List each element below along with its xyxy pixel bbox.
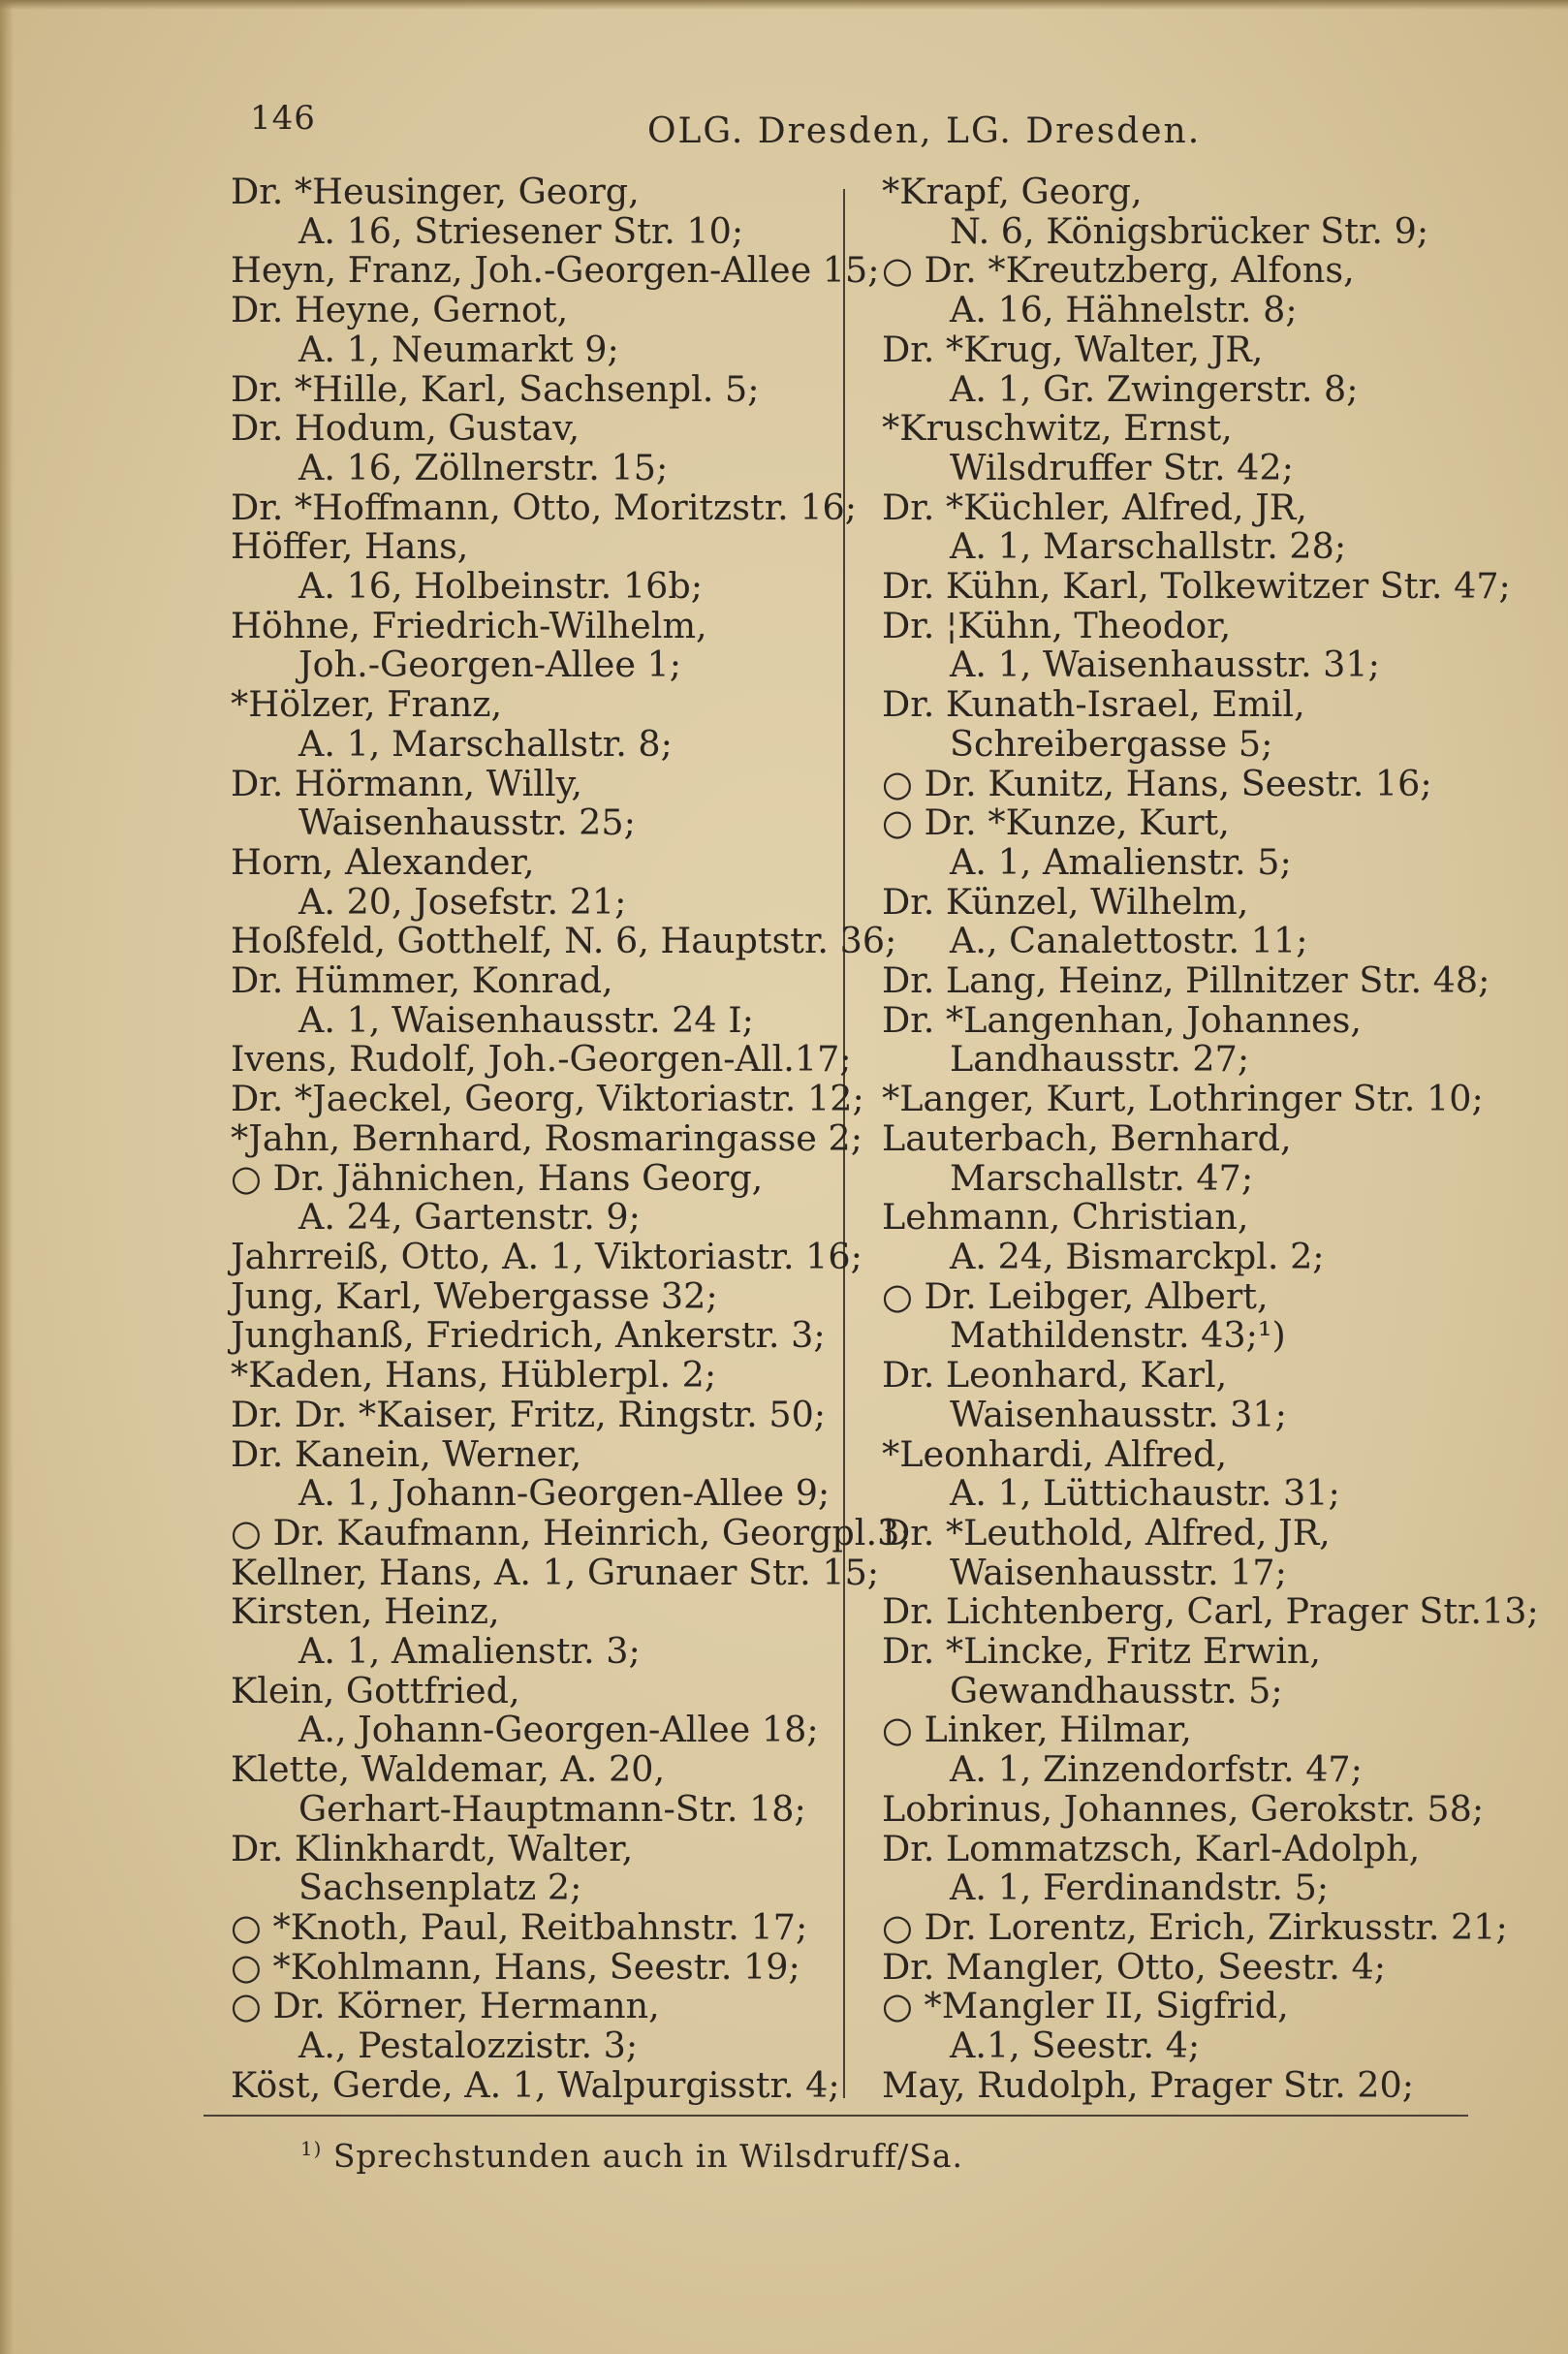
entry-address-line: A. 16, Holbeinstr. 16b; [298,565,703,608]
entry-name-line: *Kaden, Hans, Hüblerpl. 2; [231,1354,717,1397]
directory-entry [855,1432,1523,1515]
page-top-shadow [0,0,1568,10]
entry-name-line: Dr. Kunath-Israel, Emil, [882,683,1305,726]
directory-entry [855,1787,1523,1830]
directory-entry [204,1432,848,1515]
directory-entry [204,527,848,606]
entry-address-line: A. 1, Zinzendorfstr. 47; [950,1748,1363,1791]
entry-address-line: Joh.-Georgen-Allee 1; [298,643,682,686]
directory-entry [855,604,1523,686]
entry-name-line: Dr. Lang, Heinz, Pillnitzer Str. 48; [882,959,1490,1002]
directory-entry [855,803,1523,882]
entry-name-line: Dr. ¦Kühn, Theodor, [882,604,1232,646]
entry-name-line: Klein, Gottfried, [231,1669,520,1711]
entry-name-line: Kellner, Hans, A. 1, Grunaer Str. 15; [231,1551,880,1593]
entry-name-line: Klette, Waldemar, A. 20, [231,1748,666,1791]
directory-entry [204,1551,880,1593]
directory-entry [204,1274,848,1317]
entry-name-line: Höhne, Friedrich-Wilhelm, [231,604,707,646]
entry-address-line: Waisenhausstr. 31; [950,1393,1287,1435]
entry-name-line: Dr. Kühn, Karl, Tolkewitzer Str. 47; [882,565,1511,608]
page-number: 146 [250,99,316,138]
entry-name-line: Dr. *Heusinger, Georg, [231,171,640,212]
directory-entry [204,291,848,369]
entry-name-line: May, Rudolph, Prager Str. 20; [882,2063,1415,2106]
entry-address-line: A. 20, Josefstr. 21; [298,880,627,923]
page-edge-shadow [0,0,14,2354]
directory-entry [204,173,848,251]
directory-entry [855,1987,1523,2065]
entry-address-line: A. 24, Gartenstr. 9; [298,1196,641,1239]
entry-name-line: *Leonhardi, Alfred, [882,1432,1228,1475]
entry-address-line: A. 1, Lüttichaustr. 31; [950,1472,1340,1515]
directory-entry [855,880,1523,962]
entry-address-line: Marschallstr. 47; [950,1156,1254,1199]
entry-name-line: Heyn, Franz, Joh.-Georgen-Allee 15; [231,249,880,292]
entry-address-line: A. 1, Ferdinandstr. 5; [950,1867,1330,1909]
entry-name-line: Dr. Hümmer, Konrad, [231,959,613,1002]
entry-name-line: *Jahn, Bernhard, Rosmaringasse 2; [231,1116,863,1159]
directory-entry [204,1592,848,1671]
entry-address-line: Gerhart-Hauptmann-Str. 18; [298,1787,806,1830]
entry-address-line: A. 1, Johann-Georgen-Allee 9; [298,1472,831,1515]
directory-entry [855,1274,1523,1357]
directory-entry [855,488,1523,567]
entry-name-line: *Hölzer, Franz, [231,683,503,726]
directory-entry [855,1356,1523,1434]
entry-name-line: Dr. *Hille, Karl, Sachsenpl. 5; [231,367,760,410]
entry-name-line: Junghanß, Friedrich, Ankerstr. 3; [231,1314,826,1357]
directory-entry [204,1905,848,1948]
entry-address-line: N. 6, Königsbrücker Str. 9; [950,209,1429,252]
directory-entry [855,173,1523,251]
directory-entry [855,1945,1523,1988]
footnote-text: Sprechstunden auch in Wilsdruff/Sa. [332,2137,963,2175]
entry-address-line: A.1, Seestr. 4; [950,2024,1201,2067]
directory-entry [855,409,1523,487]
entry-address-line: Waisenhausstr. 25; [298,801,636,844]
entry-name-line: Kirsten, Heinz, [231,1590,500,1633]
entry-name-line: Dr. *Küchler, Alfred, JR, [882,486,1307,528]
entry-name-line: *Kruschwitz, Ernst, [882,407,1233,450]
entry-name-line: ○ Dr. Leibger, Albert, [882,1274,1269,1317]
directory-entry [204,1827,848,1909]
entry-address-line: Landhausstr. 27; [950,1038,1250,1081]
entry-address-line: Waisenhausstr. 17; [950,1551,1287,1593]
entry-address-line: Gewandhausstr. 5; [950,1669,1283,1711]
footnote-divider [204,2115,1468,2117]
entry-name-line: Dr. Lichtenberg, Carl, Prager Str.13; [882,1590,1539,1633]
directory-entry [855,1511,1523,1593]
entry-name-line: ○ Dr. Kunitz, Hans, Seestr. 16; [882,762,1432,804]
entry-name-line: ○ *Kohlmann, Hans, Seestr. 19; [231,1945,800,1988]
directory-entry [204,1750,848,1829]
entry-name-line: *Langer, Kurt, Lothringer Str. 10; [882,1078,1484,1120]
entry-address-line: A. 1, Amalienstr. 5; [950,840,1292,883]
entry-name-line: Dr. *Hoffmann, Otto, Moritzstr. 16; [231,486,858,528]
entry-name-line: Dr. *Langenhan, Johannes, [882,998,1362,1041]
entry-name-line: Dr. Künzel, Wilhelm, [882,880,1249,923]
directory-entry [204,367,848,410]
entry-address-line: A. 1, Waisenhausstr. 24 I; [298,998,754,1041]
entry-name-line: Dr. Mangler, Otto, Seestr. 4; [882,1945,1387,1988]
entry-name-line: ○ Dr. *Kreutzberg, Alfons, [882,249,1355,292]
entry-name-line: Dr. Klinkhardt, Walter, [231,1827,634,1869]
directory-entry [204,604,848,686]
entry-name-line: Dr. Dr. *Kaiser, Fritz, Ringstr. 50; [231,1393,827,1435]
directory-entry [204,249,880,292]
entry-name-line: Dr. Lommatzsch, Karl-Adolph, [882,1827,1421,1869]
entry-name-line: ○ Dr. *Kunze, Kurt, [882,801,1230,844]
entry-address-line: A., Johann-Georgen-Allee 18; [298,1709,819,1751]
entry-name-line: *Krapf, Georg, [882,171,1143,212]
directory-entry [855,1711,1523,1789]
entry-address-line: A. 1, Marschallstr. 28; [950,525,1347,568]
directory-entry [855,1590,1539,1633]
entry-name-line: Horn, Alexander, [231,840,535,883]
entry-address-line: Mathildenstr. 43;¹) [950,1314,1286,1357]
directory-entry [204,762,848,844]
entry-address-line: A. 1, Marschallstr. 8; [298,722,673,765]
directory-entry [855,1632,1523,1711]
entry-address-line: A., Canalettostr. 11; [950,920,1308,962]
entry-address-line: A. 16, Hähnelstr. 8; [950,289,1298,331]
entry-name-line: Dr. *Krug, Walter, JR, [882,328,1264,370]
directory-entry [855,2063,1523,2106]
directory-entry [204,961,848,1040]
directory-entry [855,1198,1523,1276]
directory-entry [855,251,1523,330]
entry-name-line: Dr. Heyne, Gernot, [231,289,569,331]
directory-entry [204,1038,852,1081]
entry-address-line: A. 1, Waisenhausstr. 31; [950,643,1380,686]
entry-name-line: ○ Dr. Körner, Hermann, [231,1985,660,2027]
entry-address-line: Sachsenplatz 2; [298,1867,582,1909]
directory-entry [855,961,1523,1001]
directory-entry [204,1987,848,2065]
directory-entry [204,1078,864,1120]
entry-name-line: Dr. *Leuthold, Alfred, JR, [882,1511,1331,1554]
footnote [300,2137,963,2175]
entry-address-line: A. 24, Bismarckpl. 2; [950,1235,1325,1277]
directory-entry [855,330,1523,409]
directory-entry [855,1116,1523,1199]
footnote-marker: 1) [300,2138,323,2160]
entry-name-line: Hoßfeld, Gotthelf, N. 6, Hauptstr. 36; [231,920,897,962]
entry-address-line: A., Pestalozzistr. 3; [298,2024,639,2067]
directory-entry [204,1156,848,1239]
entry-name-line: Lobrinus, Johannes, Gerokstr. 58; [882,1787,1485,1830]
entry-name-line: Jung, Karl, Webergasse 32; [231,1274,718,1317]
directory-entry [855,998,1523,1081]
directory-entry [855,1905,1523,1948]
entry-name-line: Jahrreiß, Otto, A. 1, Viktoriastr. 16; [231,1235,862,1277]
entry-address-line: Wilsdruffer Str. 42; [950,446,1294,488]
directory-entry [204,409,848,487]
entry-name-line: ○ Dr. Lorentz, Erich, Zirkusstr. 21; [882,1905,1508,1948]
directory-entry [204,840,848,923]
entry-name-line: ○ *Mangler II, Sigfrid, [882,1985,1289,2027]
directory-entry [204,2063,848,2106]
directory-entry [204,1669,848,1751]
entry-name-line: Lehmann, Christian, [882,1196,1249,1239]
right-column [855,171,1539,2106]
directory-entry [855,762,1523,804]
entry-address-line: A. 16, Striesener Str. 10; [298,209,744,252]
entry-name-line: Dr. Kanein, Werner, [231,1432,582,1475]
entry-name-line: Dr. Hörmann, Willy, [231,762,583,804]
directory-entry [855,685,1523,764]
directory-entry [204,1116,863,1159]
entry-address-line: A. 1, Gr. Zwingerstr. 8; [950,367,1359,410]
entry-name-line: ○ Dr. Kaufmann, Heinrich, Georgpl.3; [231,1511,912,1554]
entry-name-line: Dr. *Jaeckel, Georg, Viktoriastr. 12; [231,1078,864,1120]
directory-entry [204,685,848,764]
entry-name-line: Ivens, Rudolf, Joh.-Georgen-All.17; [231,1038,852,1081]
directory-entry [855,1827,1523,1909]
entry-address-line: A. 16, Zöllnerstr. 15; [298,446,669,488]
directory-entry [204,1393,848,1435]
entry-name-line: Dr. Hodum, Gustav, [231,407,580,450]
directory-entry [855,1080,1523,1119]
entry-name-line: Höffer, Hans, [231,525,469,568]
directory-entry [204,1235,862,1277]
directory-entry [204,1945,848,1988]
entry-name-line: Dr. Leonhard, Karl, [882,1354,1228,1397]
entry-address-line: A. 1, Amalienstr. 3; [298,1630,641,1673]
entry-name-line: Lauterbach, Bernhard, [882,1116,1292,1159]
left-column [204,171,912,2106]
directory-entry [855,567,1523,607]
entry-name-line: ○ Linker, Hilmar, [882,1709,1192,1751]
directory-entry [204,1316,848,1356]
directory-entry [204,486,858,528]
directory-entry [204,1356,848,1396]
entry-name-line: ○ Dr. Jähnichen, Hans Georg, [231,1156,764,1199]
directory-entry [204,920,897,962]
entry-name-line: Dr. *Lincke, Fritz Erwin, [882,1630,1322,1673]
directory-entry [204,1511,912,1554]
running-head: OLG. Dresden, LG. Dresden. [647,111,1202,151]
entry-name-line: ○ *Knoth, Paul, Reitbahnstr. 17; [231,1905,808,1948]
entry-address-line: Schreibergasse 5; [950,722,1273,765]
entry-name-line: Köst, Gerde, A. 1, Walpurgisstr. 4; [231,2063,840,2106]
entry-address-line: A. 1, Neumarkt 9; [298,328,619,370]
